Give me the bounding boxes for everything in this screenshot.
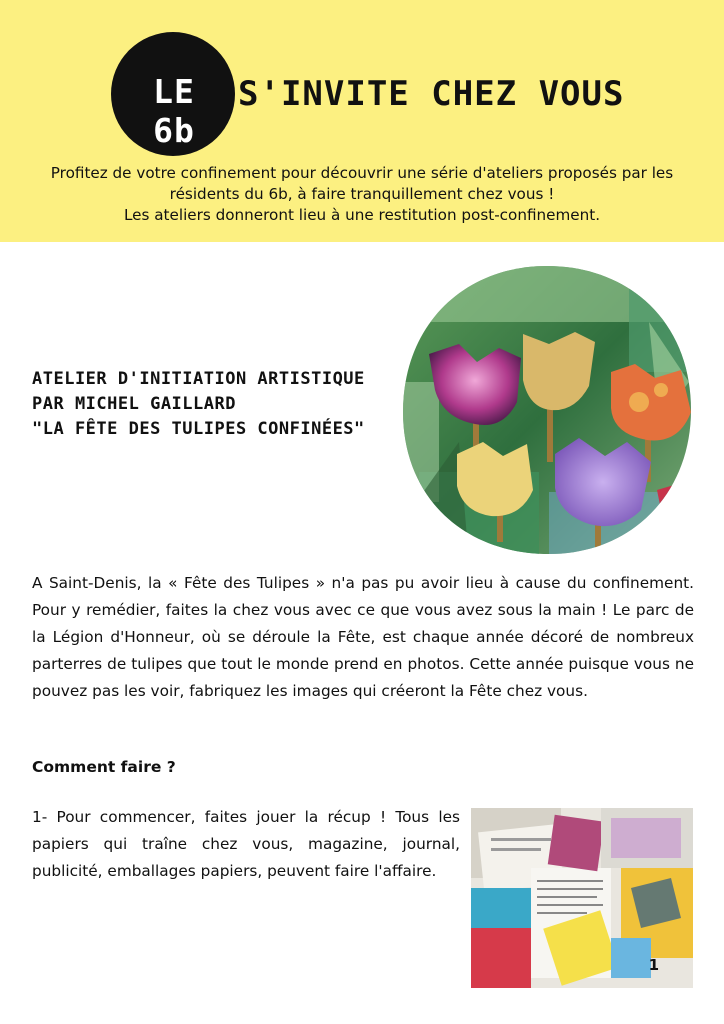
logo-text: LE 6b	[153, 72, 195, 150]
page-title: S'INVITE CHEZ VOUS	[238, 74, 625, 114]
section-heading: Comment faire ?	[32, 758, 176, 776]
intro-line: Profitez de votre confinement pour découvrir une série d'ateliers proposés par les	[50, 164, 674, 182]
atelier-title-line: ATELIER D'INITIATION ARTISTIQUE	[32, 369, 365, 389]
atelier-title-line: "LA FÊTE DES TULIPES CONFINÉES"	[32, 419, 365, 439]
intro-text	[20, 163, 704, 226]
recycled-papers-photo	[471, 808, 693, 988]
step-1-text: 1- Pour commencer, faites jouer la récup ! Tous les papiers qui traîne chez vous, magazine, journal, publicité, emballages papiers, peuvent faire l'affaire.	[32, 808, 460, 880]
header-banner	[0, 0, 724, 242]
atelier-title-line: PAR MICHEL GAILLARD	[32, 394, 236, 414]
atelier-title	[32, 367, 392, 442]
intro-line: Les ateliers donneront lieu à une restitution post-confinement.	[123, 206, 601, 224]
photo-number: 1	[648, 956, 659, 974]
intro-line: résidents du 6b, à faire tranquillement chez vous !	[169, 185, 555, 203]
intro-paragraph: A Saint-Denis, la « Fête des Tulipes » n'a pas pu avoir lieu à cause du confinement. Pour y remédier, faites la chez vous avec ce que vous avez sous la main ! Le parc de la Légion d'Honneur, où se déroule la Fête, est chaque année décoré de nombreux parterres de tulipes que tout le monde prend en photos. Cette année puisque vous ne pouvez pas les voir, fabriquez les images qui créeront la Fête chez vous.	[32, 574, 694, 700]
tulip-collage-image	[399, 262, 695, 558]
